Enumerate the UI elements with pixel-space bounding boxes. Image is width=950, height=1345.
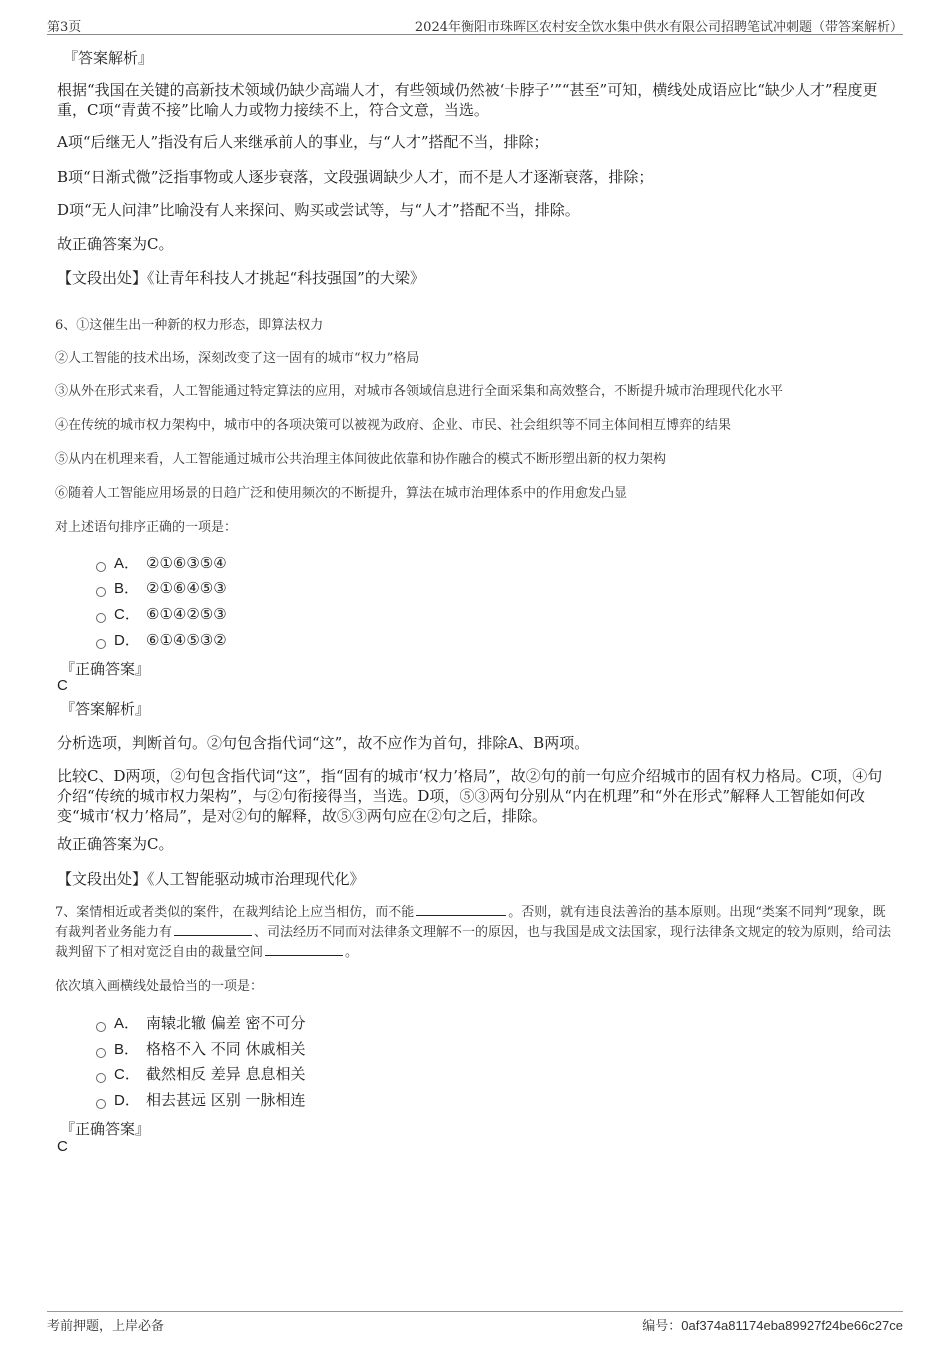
q6-answer-label: 『正确答案』 [60, 660, 151, 678]
q7-option-b[interactable] [96, 1039, 306, 1059]
page-footer [47, 1311, 903, 1334]
q7-stem-part-c: 、司法经历不同而对法律条文理解不一的原因，也与我国是成文法国家，现行法律条文规定的较为原则，给司法裁判留下了相对宽泛自由的裁量空间 [55, 925, 892, 960]
q7-prompt: 依次填入画横线处最恰当的一项是： [55, 979, 264, 994]
q5-analysis-p3: B项“日渐式微”泛指事物或人逐步衰落，文段强调缺少人才，而不是人才逐渐衰落，排除； [57, 168, 654, 186]
footer-slogan: 考前押题，上岸必备 [47, 1319, 165, 1334]
q5-analysis-p4: D项“无人问津”比喻没有人来探问、购买或尝试等，与“人才”搭配不当，排除。 [57, 201, 580, 219]
q7-answer-label: 『正确答案』 [60, 1120, 151, 1138]
option-letter: C． [114, 606, 140, 623]
radio-icon[interactable] [96, 613, 106, 623]
q5-source: 【文段出处】《让青年科技人才挑起“科技强国”的大梁》 [57, 269, 425, 287]
q7-stem-part-d: 。 [345, 945, 359, 960]
option-text: ⑥①④⑤③② [146, 631, 227, 649]
q6-analysis-p2: 比较C、D两项，②句包含指代词“这”，指“固有的城市‘权力’格局”，故②句的前一句应介绍城市的固有权力格局。C项，④句介绍“传统的城市权力架构”，与②句衔接得当，当选。D项，⑤③两句分别从“内在机理”和“外在形式”解释人工智能如何改变“城市‘权力’格局”，是对②句的解释，故⑤③两句应在②句之后，排除。 [57, 767, 883, 825]
fill-blank-3 [265, 943, 343, 956]
document-title: 2024年衡阳市珠晖区农村安全饮水集中供水有限公司招聘笔试冲刺题（带答案解析） [414, 20, 903, 35]
q6-analysis-p1: 分析选项，判断首句。②句包含指代词“这”，故不应作为首句，排除A、B两项。 [57, 734, 590, 752]
q6-sentence-6: ⑥随着人工智能应用场景的日趋广泛和使用频次的不断提升，算法在城市治理体系中的作用愈发凸显 [55, 486, 628, 501]
option-letter: D． [114, 632, 140, 649]
page-number: 第3页 [47, 20, 82, 35]
radio-icon[interactable] [96, 562, 106, 572]
fill-blank-1 [416, 903, 506, 916]
q6-option-c[interactable] [96, 604, 227, 624]
q7-option-c[interactable] [96, 1064, 306, 1084]
radio-icon[interactable] [96, 1048, 106, 1058]
option-text: ⑥①④②⑤③ [146, 605, 227, 623]
q6-sentence-2: ②人工智能的技术出场，深刻改变了这一固有的城市“权力”格局 [55, 351, 420, 366]
q6-answer: C [57, 677, 68, 694]
radio-icon[interactable] [96, 1099, 106, 1109]
option-letter: B． [114, 580, 140, 597]
option-letter: A． [114, 555, 140, 572]
q7-stem [55, 903, 895, 963]
footer-code-label: 编号： [642, 1319, 682, 1334]
q6-prompt: 对上述语句排序正确的一项是： [55, 520, 238, 535]
radio-icon[interactable] [96, 1022, 106, 1032]
q5-analysis-p2: A项“后继无人”指没有后人来继承前人的事业，与“人才”搭配不当，排除； [57, 133, 549, 151]
footer-code [642, 1315, 903, 1334]
footer-code-value: 0af374a81174eba89927f24be66c27ce [681, 1318, 903, 1333]
q7-option-a[interactable] [96, 1013, 306, 1033]
q6-analysis-label: 『答案解析』 [60, 700, 151, 718]
radio-icon[interactable] [96, 1073, 106, 1083]
q6-option-b[interactable] [96, 578, 227, 598]
q5-conclusion: 故正确答案为C。 [57, 235, 174, 253]
q5-analysis-p1: 根据“我国在关键的高新技术领域仍缺少高端人才，有些领域仍然被‘卡脖子’”“甚至”可知，横线处成语应比“缺少人才”程度更重，C项“青黄不接”比喻人力或物力接续不上，符合文意，当选。 [57, 81, 878, 119]
option-letter: D． [114, 1092, 140, 1109]
option-text: ②①⑥③⑤④ [146, 554, 227, 572]
radio-icon[interactable] [96, 587, 106, 597]
option-text: 相去甚远 区别 一脉相连 [146, 1091, 306, 1109]
q6-sentence-5: ⑤从内在机理来看，人工智能通过城市公共治理主体间彼此依靠和协作融合的模式不断形塑出新的权力架构 [55, 452, 667, 467]
option-letter: A． [114, 1015, 140, 1032]
option-text: 南辕北辙 偏差 密不可分 [146, 1014, 306, 1032]
q5-analysis-label: 『答案解析』 [63, 49, 154, 67]
q6-sentence-1: 6、①这催生出一种新的权力形态，即算法权力 [55, 318, 324, 333]
q6-sentence-3: ③从外在形式来看，人工智能通过特定算法的应用，对城市各领域信息进行全面采集和高效整合，不断提升城市治理现代化水平 [55, 384, 784, 399]
option-text: 截然相反 差异 息息相关 [146, 1065, 306, 1083]
radio-icon[interactable] [96, 639, 106, 649]
q6-option-a[interactable] [96, 553, 227, 573]
q7-stem-part-b: 。否则，就有违良法善治的基本原则。出现“类案不同判”现象，既有裁判者业务能力有 [55, 905, 886, 940]
option-text: ②①⑥④⑤③ [146, 579, 227, 597]
q6-conclusion: 故正确答案为C。 [57, 835, 174, 853]
fill-blank-2 [174, 923, 252, 936]
q7-stem-part-a: 7、案情相近或者类似的案件，在裁判结论上应当相仿，而不能 [55, 905, 415, 920]
option-letter: B． [114, 1041, 140, 1058]
q6-source: 【文段出处】《人工智能驱动城市治理现代化》 [57, 870, 365, 888]
option-letter: C． [114, 1066, 140, 1083]
q6-option-d[interactable] [96, 630, 227, 650]
page-header [47, 14, 903, 35]
q7-answer: C [57, 1138, 68, 1155]
q7-option-d[interactable] [96, 1090, 306, 1110]
q6-sentence-4: ④在传统的城市权力架构中，城市中的各项决策可以被视为政府、企业、市民、社会组织等不同主体间相互博弈的结果 [55, 418, 732, 433]
option-text: 格格不入 不同 休戚相关 [146, 1040, 306, 1058]
